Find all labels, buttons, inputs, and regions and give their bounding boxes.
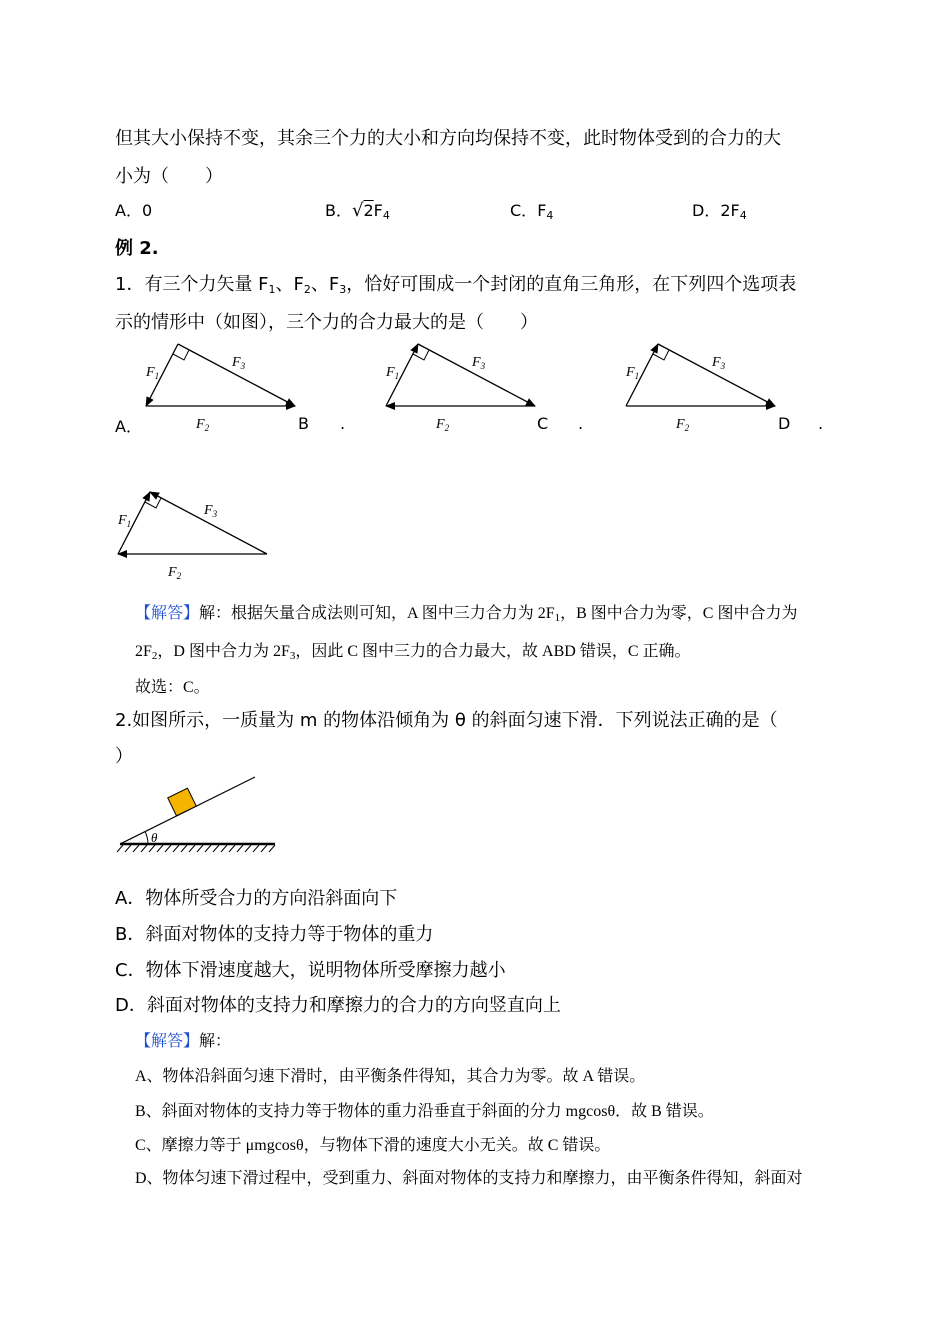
sqrt-symbol: √ — [351, 200, 364, 221]
label-f1: $F_1$ — [626, 365, 640, 381]
q3-answer-head: 【解答】解： — [135, 1033, 232, 1050]
force-f3 — [150, 492, 267, 554]
q3-option-a: A．物体所受合力的方向沿斜面向下 — [115, 888, 398, 909]
right-angle-mark — [413, 350, 429, 360]
figure-d-label: D — [778, 414, 791, 433]
right-angle-mark — [145, 498, 161, 508]
q3-option-d: D．斜面对物体的支持力和摩擦力的合力的方向竖直向上 — [115, 995, 561, 1016]
sliding-block — [168, 788, 197, 816]
label-f2: $F_2$ — [196, 417, 210, 433]
q3-line2: ） — [115, 746, 133, 767]
label-f1: $F_1$ — [146, 365, 160, 381]
figure-d — [112, 488, 282, 588]
q1-option-d: D．$2F_4$ — [692, 201, 747, 222]
q1-option-b: B．$√2F_4$ — [325, 200, 390, 222]
label-f2: $F_2$ — [168, 565, 182, 581]
figure-a — [140, 338, 310, 438]
figure-c-dot: . — [578, 414, 584, 433]
q2-answer-line2: $2F_2$，D 图中合力为 $2F_3$，因此 C 图中三力的合力最大，故 ABD 错误，C 正确。 — [135, 643, 691, 662]
right-angle-mark — [173, 350, 189, 360]
force-f3 — [418, 344, 535, 406]
figure-d-dot: . — [818, 414, 824, 433]
q1-line2: 小为（ ） — [115, 166, 223, 187]
q3-answer-d: D、物体匀速下滑过程中，受到重力、斜面对物体的支持力和摩擦力，由平衡条件得知，斜面对 — [135, 1170, 803, 1187]
q2-answer-line3: 故选：C。 — [135, 679, 210, 696]
label-f1: $F_1$ — [118, 513, 132, 529]
label-f3: $F_3$ — [232, 355, 246, 371]
right-angle-mark — [653, 350, 669, 360]
label-f1: $F_1$ — [386, 365, 400, 381]
q3-option-c: C．物体下滑速度越大，说明物体所受摩擦力越小 — [115, 960, 506, 981]
q3-line1: 2.如图所示，一质量为 m 的物体沿倾角为 θ 的斜面匀速下滑．下列说法正确的是（ — [115, 710, 778, 731]
theta-label: θ — [151, 830, 158, 845]
label-f2: $F_2$ — [676, 417, 690, 433]
figure-c-label: C — [537, 414, 549, 433]
force-f3 — [658, 344, 775, 406]
q2-answer-line1: 【解答】解：根据矢量合成法则可知，A 图中三力合力为 $2F_1$，B 图中合力为零，C 图中合力为 — [135, 605, 798, 624]
label-f3: $F_3$ — [204, 503, 218, 519]
q1-option-a: A．0 — [115, 201, 153, 220]
example-title: 例 2. — [115, 238, 159, 259]
label-f2: $F_2$ — [436, 417, 450, 433]
q2-line1: 1．有三个力矢量 $F_1$、$F_2$、$F_3$，恰好可围成一个封闭的直角三角形，在下列四个选项表 — [115, 274, 797, 296]
incline-figure — [115, 770, 280, 855]
q2-line2: 示的情形中（如图），三个力的合力最大的是（ ） — [115, 312, 538, 333]
figure-a-label: A． — [115, 417, 142, 436]
force-f3 — [178, 344, 295, 406]
figure-c — [620, 338, 790, 438]
label-f3: $F_3$ — [712, 355, 726, 371]
figure-b-label: B — [298, 414, 309, 433]
figure-b — [380, 338, 550, 438]
q3-answer-a: A、物体沿斜面匀速下滑时，由平衡条件得知，其合力为零。故 A 错误。 — [135, 1068, 646, 1085]
q1-line1: 但其大小保持不变，其余三个力的大小和方向均保持不变，此时物体受到的合力的大 — [115, 128, 781, 149]
figure-b-dot: . — [340, 414, 346, 433]
q3-answer-c: C、摩擦力等于 μmgcosθ，与物体下滑的速度大小无关。故 C 错误。 — [135, 1137, 611, 1154]
ground-hatching — [117, 845, 275, 852]
label-f3: $F_3$ — [472, 355, 486, 371]
q3-answer-b: B、斜面对物体的支持力等于物体的重力沿垂直于斜面的分力 mgcosθ．故 B 错误。 — [135, 1103, 714, 1120]
q1-option-c: C．$F_4$ — [510, 201, 554, 222]
q3-option-b: B．斜面对物体的支持力等于物体的重力 — [115, 924, 434, 945]
angle-arc — [145, 832, 148, 845]
